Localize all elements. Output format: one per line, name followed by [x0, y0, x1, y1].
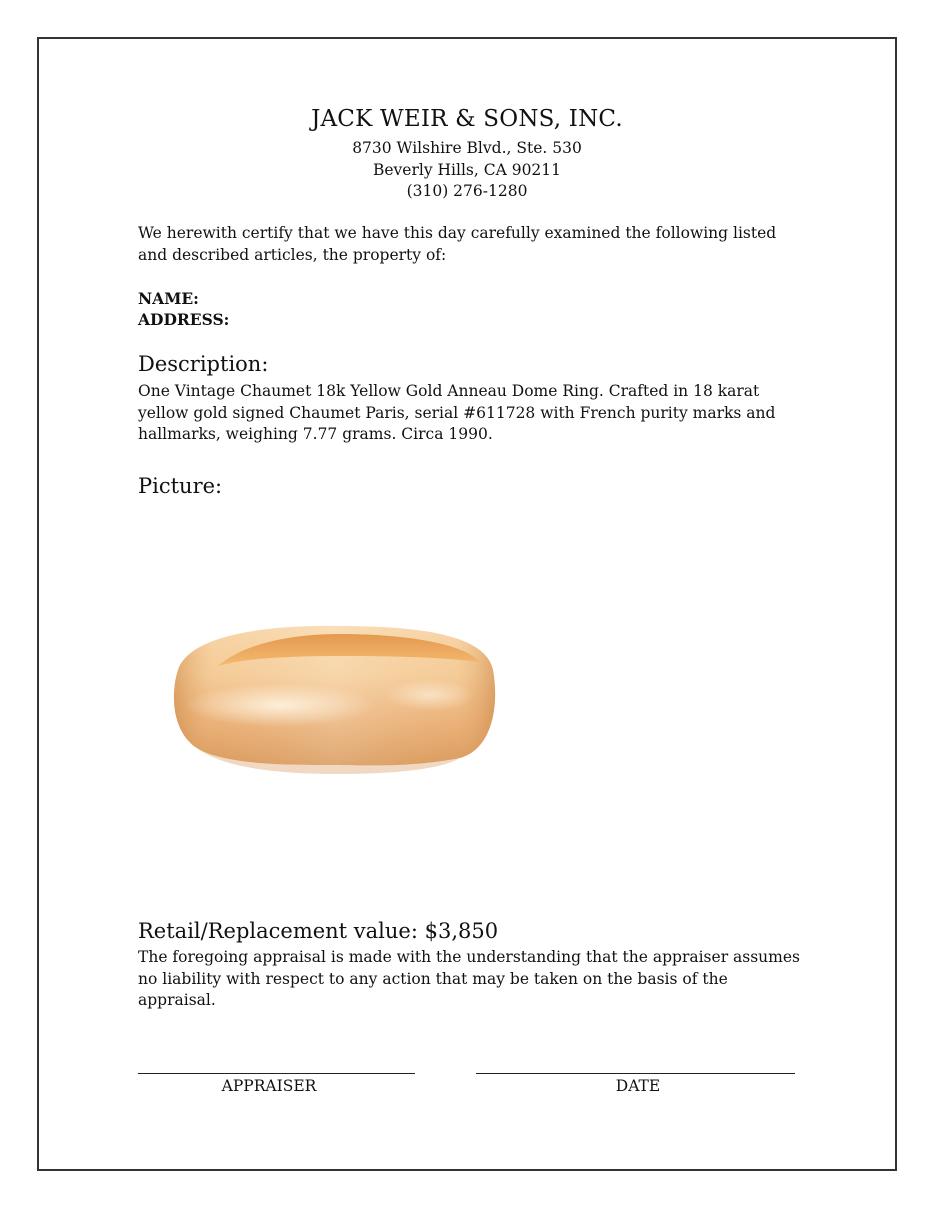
appraiser-label: APPRAISER	[221, 1077, 317, 1095]
picture-heading: Picture:	[138, 474, 223, 498]
appraiser-signature-line	[138, 1073, 415, 1074]
date-label: DATE	[615, 1077, 661, 1095]
liability-disclaimer: The foregoing appraisal is made with the understanding that the appraiser assumes no liability with respect to any action that may be taken on the basis of the appraisal.	[138, 948, 800, 1009]
description-heading: Description:	[138, 352, 269, 376]
description-text: One Vintage Chaumet 18k Yellow Gold Anneau Dome Ring. Crafted in 18 karat yellow gold signed Chaumet Paris, serial #611728 with French purity marks and hallmarks, weighing 7.77 grams. Circa 1990.	[138, 382, 776, 443]
date-signature-line	[476, 1073, 795, 1074]
company-phone: (310) 276-1280	[406, 182, 528, 200]
company-address-line2: Beverly Hills, CA 90211	[372, 161, 562, 179]
retail-value-heading: Retail/Replacement value: $3,850	[138, 919, 499, 943]
owner-name-label: NAME:	[138, 289, 199, 308]
certification-statement: We herewith certify that we have this day carefully examined the following listed and described articles, the property of:	[138, 224, 777, 264]
company-name: JACK WEIR & SONS, INC.	[311, 106, 623, 132]
owner-address-label: ADDRESS:	[138, 310, 230, 329]
company-address-line1: 8730 Wilshire Blvd., Ste. 530	[352, 139, 582, 157]
ring-photo	[160, 600, 510, 790]
